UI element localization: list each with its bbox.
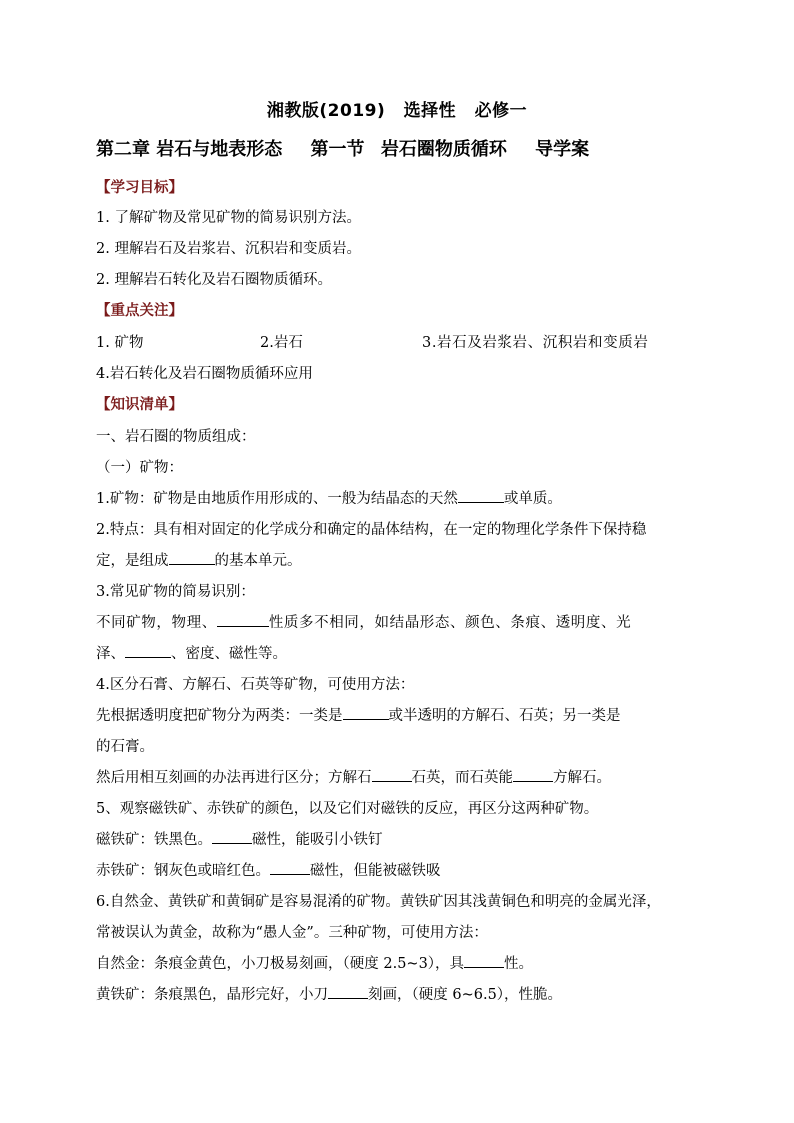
- text-segment: 磁铁矿：铁黑色。: [96, 832, 212, 848]
- document-header: [0, 96, 794, 121]
- text-segment: 方解石。: [553, 770, 611, 786]
- publisher-label: 湘教版(2019): [266, 101, 386, 121]
- focus-item: 2.岩石: [260, 335, 303, 351]
- knowledge-heading: 【知识清单】: [96, 397, 183, 413]
- goal-item: 2. 理解岩石及岩浆岩、沉积岩和变质岩。: [96, 241, 361, 257]
- fill-blank: [464, 953, 504, 968]
- text-segment: 刻画，（硬度 6~6.5），性脆。: [368, 987, 563, 1003]
- text-line: 4.区分石膏、方解石、石英等矿物，可使用方法：: [96, 677, 415, 693]
- text-segment: 1.矿物：矿物是由地质作用形成的、一般为结晶态的天然: [96, 491, 458, 507]
- text-line: [96, 611, 631, 632]
- text-line: 2.特点：具有相对固定的化学成分和确定的晶体结构，在一定的物理化学条件下保持稳: [96, 522, 647, 538]
- text-segment: 性质多不相同，如结晶形态、颜色、条痕、透明度、光: [268, 615, 632, 631]
- fill-blank: [513, 767, 553, 782]
- section-topic: 岩石圈物质循环: [380, 139, 507, 160]
- text-line: （一）矿物：: [96, 460, 183, 476]
- goal-item: 2. 理解岩石转化及岩石圈物质循环。: [96, 272, 332, 288]
- text-segment: 性。: [504, 956, 534, 972]
- fill-blank: [212, 829, 252, 844]
- text-line: 3.常见矿物的简易识别：: [96, 584, 255, 600]
- text-line: [96, 642, 287, 663]
- text-segment: 泽、: [96, 646, 125, 662]
- text-line: [96, 549, 302, 570]
- focus-heading: 【重点关注】: [96, 303, 183, 319]
- text-line: 6.自然金、黄铁矿和黄铜矿是容易混淆的矿物。黄铁矿因其浅黄铜色和明亮的金属光泽，: [96, 894, 661, 910]
- text-line: [96, 828, 383, 849]
- text-line: [96, 983, 562, 1004]
- text-segment: 赤铁矿：钢灰色或暗红色。: [96, 863, 270, 879]
- text-segment: 磁性，但能被磁铁吸: [310, 863, 441, 879]
- fill-blank: [125, 643, 171, 658]
- text-segment: 先根据透明度把矿物分为两类：一类是: [96, 708, 343, 724]
- fill-blank: [217, 612, 269, 627]
- text-segment: 磁性，能吸引小铁钉: [252, 832, 383, 848]
- series-label: 选择性: [403, 101, 457, 121]
- text-segment: 或半透明的方解石、石英；另一类是: [388, 708, 621, 724]
- chapter-title: 第二章 岩石与地表形态: [96, 139, 283, 160]
- text-line: 常被误认为黄金，故称为“愚人金”。三种矿物，可使用方法：: [96, 925, 488, 941]
- text-line: [96, 487, 562, 508]
- text-segment: 然后用相互刻画的办法再进行区分；方解石: [96, 770, 372, 786]
- text-line: 一、岩石圈的物质组成：: [96, 429, 256, 445]
- document-type: 导学案: [535, 139, 590, 160]
- section-number: 第一节: [310, 139, 365, 160]
- text-segment: 或单质。: [503, 491, 562, 507]
- goals-heading: 【学习目标】: [96, 180, 183, 196]
- fill-blank: [372, 767, 412, 782]
- text-line: [96, 859, 441, 880]
- fill-blank: [169, 550, 215, 565]
- text-segment: 定，是组成: [96, 553, 169, 569]
- text-line: [96, 766, 611, 787]
- text-segment: 自然金：条痕金黄色，小刀极易刻画，（硬度 2.5~3），具: [96, 956, 465, 972]
- text-segment: 石英，而石英能: [411, 770, 513, 786]
- fill-blank: [343, 705, 389, 720]
- focus-item: 4.岩石转化及岩石圈物质循环应用: [96, 366, 313, 382]
- fill-blank: [458, 488, 504, 503]
- goal-item: 1. 了解矿物及常见矿物的简易识别方法。: [96, 210, 361, 226]
- text-line: [96, 952, 533, 973]
- document-title: [96, 135, 611, 161]
- text-segment: 黄铁矿：条痕黑色，晶形完好，小刀: [96, 987, 328, 1003]
- text-segment: 不同矿物，物理、: [96, 615, 217, 631]
- focus-row: [96, 331, 706, 351]
- text-line: [96, 704, 621, 725]
- text-line: 5、观察磁铁矿、赤铁矿的颜色，以及它们对磁铁的反应，再区分这两种矿物。: [96, 801, 599, 817]
- text-segment: 、密度、磁性等。: [171, 646, 287, 662]
- text-line: 的石膏。: [96, 739, 154, 755]
- text-segment: 的基本单元。: [214, 553, 302, 569]
- focus-item: 3.岩石及岩浆岩、沉积岩和变质岩: [422, 335, 649, 351]
- fill-blank: [270, 860, 310, 875]
- volume-label: 必修一: [474, 101, 528, 121]
- fill-blank: [328, 984, 368, 999]
- focus-item: 1. 矿物: [96, 335, 144, 351]
